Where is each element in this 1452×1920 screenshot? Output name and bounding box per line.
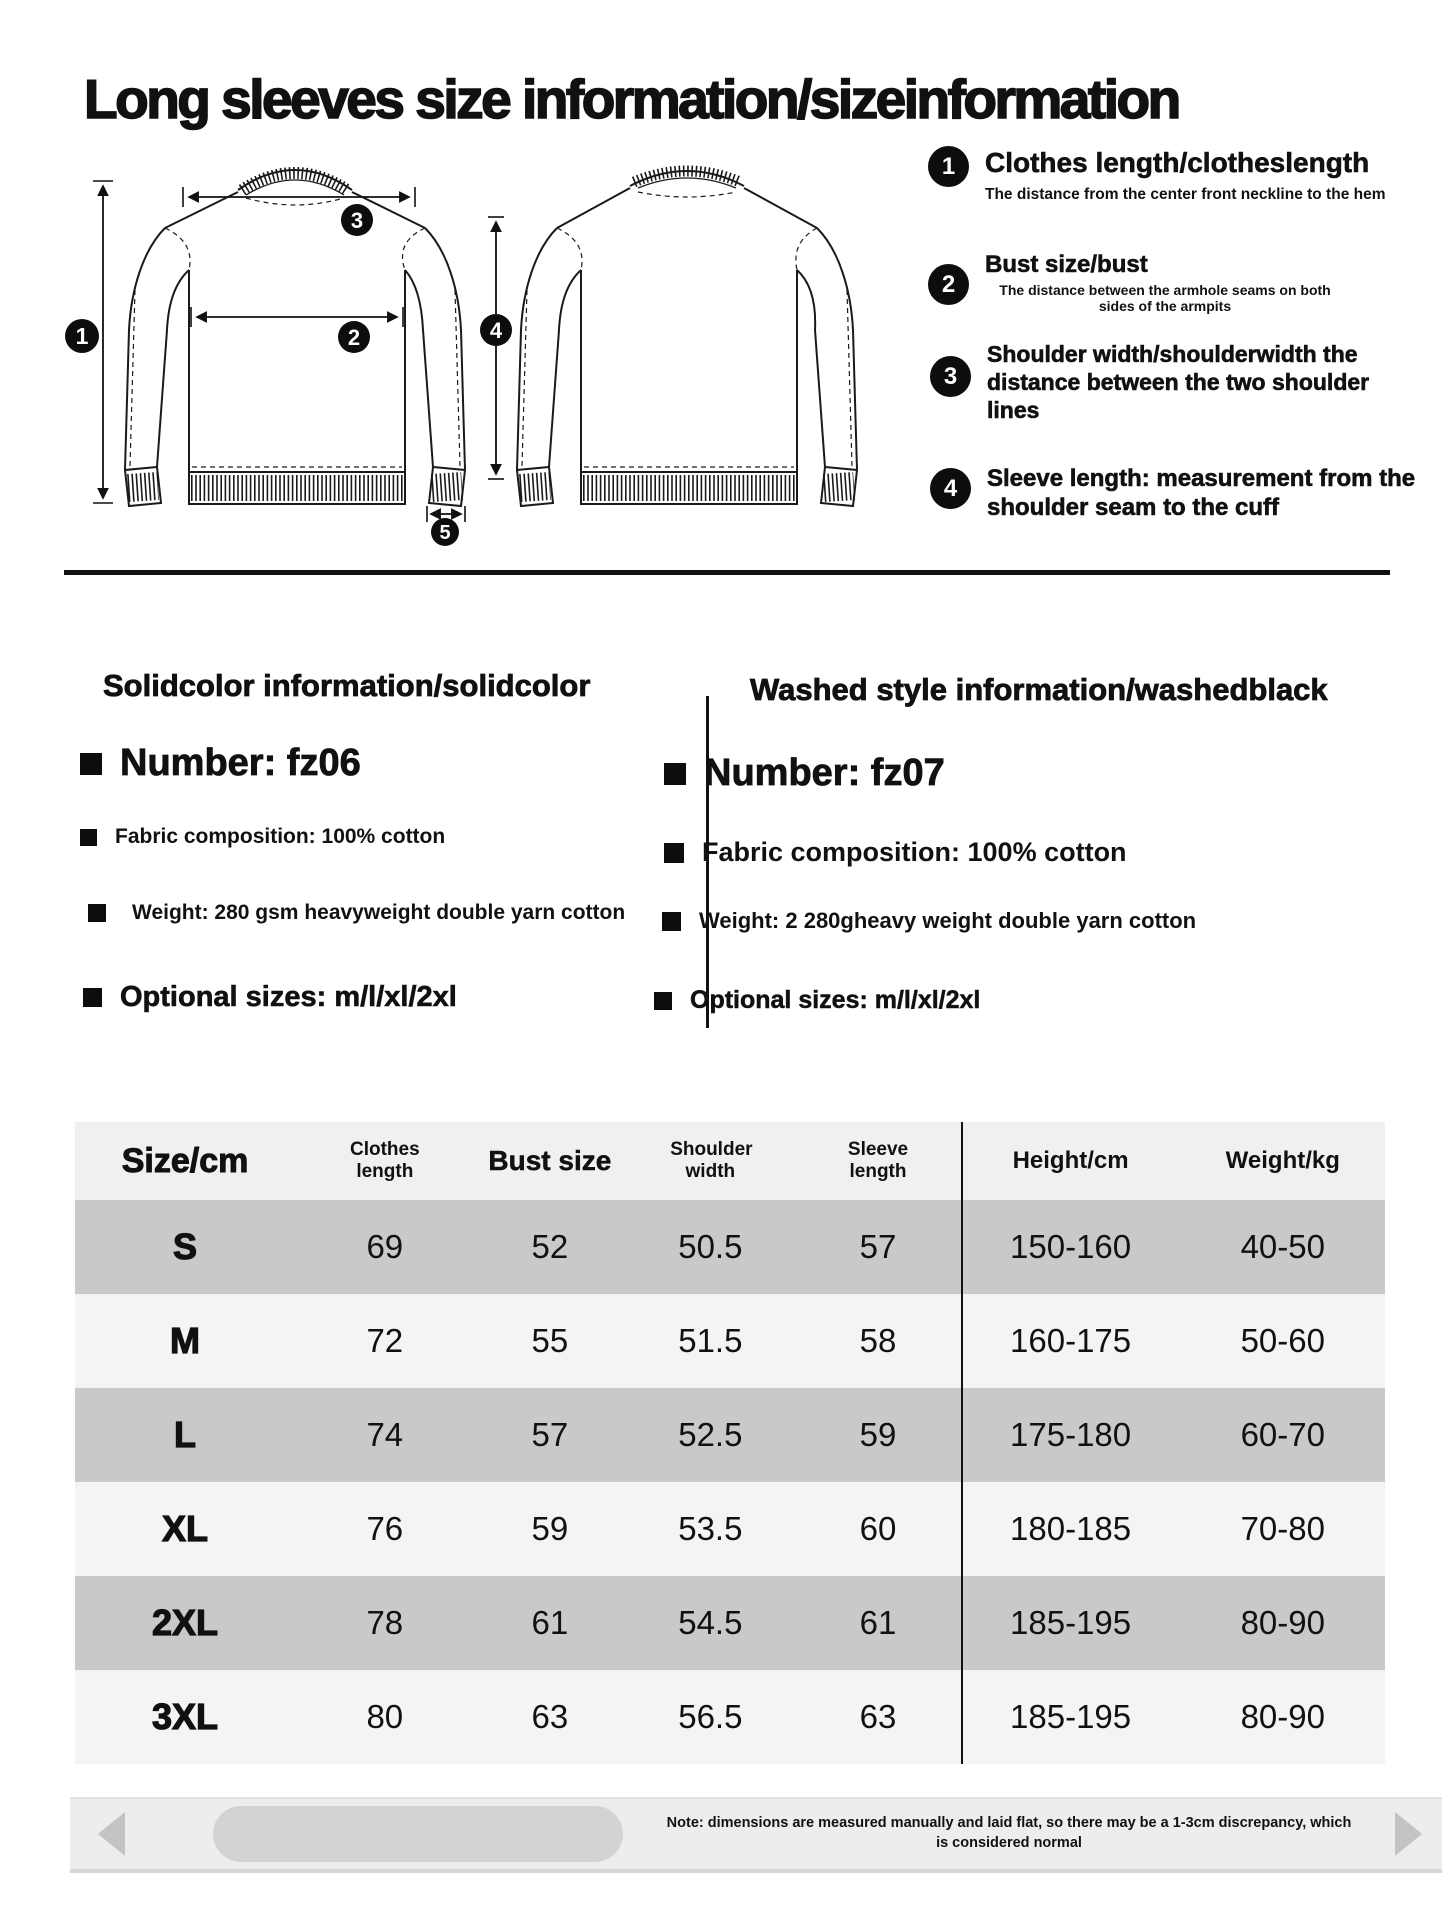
size-label: 2XL bbox=[152, 1602, 219, 1643]
bullet-square-icon bbox=[83, 988, 102, 1007]
diagram-badge-4 bbox=[480, 314, 512, 346]
diagram-badge-2 bbox=[338, 321, 370, 353]
legend-badge-3-icon: 3 bbox=[930, 356, 971, 397]
table-cell: 50-60 bbox=[1240, 1322, 1325, 1359]
table-cell: 185-195 bbox=[1010, 1698, 1132, 1735]
table-header-cell: Size/cm bbox=[121, 1141, 249, 1180]
legend-title: Sleeve length: measurement from the shoulder seam to the cuff bbox=[987, 465, 1416, 522]
next-arrow-icon[interactable] bbox=[1395, 1812, 1422, 1856]
table-cell: 70-80 bbox=[1240, 1510, 1325, 1547]
table-cell: 61 bbox=[531, 1604, 569, 1641]
table-cell: 52.5 bbox=[678, 1416, 743, 1453]
table-cell: 52 bbox=[531, 1228, 569, 1265]
bullet-square-icon bbox=[654, 992, 672, 1010]
footer-bar bbox=[70, 1797, 1442, 1873]
table-header-row bbox=[75, 1122, 1385, 1200]
table-header-cell: Height/cm bbox=[1012, 1147, 1129, 1174]
scrollbar-thumb[interactable] bbox=[213, 1806, 623, 1862]
table-cell: 175-180 bbox=[1010, 1416, 1132, 1453]
size-label: L bbox=[174, 1414, 197, 1455]
table-cell: 78 bbox=[366, 1604, 404, 1641]
table-header-cell: Weight/kg bbox=[1225, 1147, 1340, 1174]
bullet-square-icon bbox=[664, 763, 686, 785]
table-cell: 53.5 bbox=[678, 1510, 743, 1547]
product-item-text: Optional sizes: m/l/xl/2xl bbox=[120, 981, 457, 1013]
bullet-square-icon bbox=[80, 829, 97, 846]
legend-item-sleeve-length bbox=[930, 464, 1427, 523]
size-label: M bbox=[170, 1320, 201, 1361]
size-label: 3XL bbox=[152, 1696, 219, 1737]
table-cell: 80-90 bbox=[1240, 1604, 1325, 1641]
shoulder-width-arrow bbox=[183, 187, 415, 207]
table-row-S bbox=[75, 1200, 1385, 1294]
table-cell: 160-175 bbox=[1010, 1322, 1132, 1359]
legend-desc: The distance from the center front neckline to the hem bbox=[985, 186, 1386, 204]
table-cell: 80 bbox=[366, 1698, 404, 1735]
page-title: Long sleeves size information/sizeinformation bbox=[84, 67, 1179, 130]
table-cell: 51.5 bbox=[678, 1322, 743, 1359]
table-cell: 80-90 bbox=[1240, 1698, 1325, 1735]
product-item-text: Weight: 2 280gheavy weight double yarn cotton bbox=[699, 908, 1197, 933]
bullet-square-icon bbox=[88, 904, 106, 922]
table-cell: 185-195 bbox=[1010, 1604, 1132, 1641]
legend-badge-1-icon: 1 bbox=[928, 146, 969, 187]
table-column-divider bbox=[961, 1122, 963, 1764]
product-item-fabric bbox=[80, 825, 635, 849]
table-cell: 69 bbox=[366, 1228, 404, 1265]
product-item-sizes bbox=[83, 981, 635, 1014]
legend-item-clothes-length bbox=[928, 146, 1386, 204]
table-cell: 50.5 bbox=[678, 1228, 743, 1265]
product-item-text: Weight: 280 gsm heavyweight double yarn cotton bbox=[132, 901, 626, 924]
legend-badge-4-icon: 4 bbox=[930, 468, 971, 509]
shirt-front-diagram bbox=[125, 170, 465, 506]
table-cell: 55 bbox=[531, 1322, 569, 1359]
product-item-text: Number: fz07 bbox=[704, 752, 945, 794]
footer-note: Note: dimensions are measured manually and laid flat, so there may be a 1-3cm discrepancy, which is considered normal bbox=[666, 1815, 1352, 1851]
table-cell: 180-185 bbox=[1010, 1510, 1132, 1547]
product-item-weight bbox=[88, 901, 635, 925]
size-table bbox=[75, 1122, 1385, 1764]
table-cell: 57 bbox=[531, 1416, 569, 1453]
table-header-cell: Clothes length bbox=[349, 1139, 420, 1182]
table-cell: 59 bbox=[531, 1510, 569, 1547]
legend-item-bust-size bbox=[928, 250, 1345, 314]
table-row-XL bbox=[75, 1482, 1385, 1576]
svg-text:3: 3 bbox=[350, 208, 364, 233]
table-cell: 63 bbox=[859, 1698, 897, 1735]
table-cell: 40-50 bbox=[1240, 1228, 1325, 1265]
shirt-back-diagram bbox=[517, 171, 857, 506]
diagram-badge-3 bbox=[341, 204, 373, 236]
table-header-cell: Shoulder width bbox=[670, 1139, 753, 1182]
product-item-weight bbox=[662, 908, 1452, 934]
svg-text:1: 1 bbox=[75, 323, 89, 349]
diagram-badge-1 bbox=[65, 319, 99, 353]
svg-text:5: 5 bbox=[439, 522, 451, 544]
table-cell: 61 bbox=[859, 1604, 897, 1641]
legend-desc: The distance between the armhole seams on both sides of the armpits bbox=[999, 282, 1331, 315]
bullet-square-icon bbox=[80, 753, 102, 775]
table-cell: 54.5 bbox=[678, 1604, 743, 1641]
table-cell: 76 bbox=[366, 1510, 404, 1547]
section-divider bbox=[64, 570, 1390, 575]
product-column-washed bbox=[630, 672, 1452, 1015]
table-cell: 150-160 bbox=[1010, 1228, 1132, 1265]
legend-title: Shoulder width/shoulderwidth the distance between the two shoulder lines bbox=[987, 341, 1370, 424]
legend-title: Clothes length/clotheslength bbox=[985, 147, 1370, 178]
legend-badge-2-icon: 2 bbox=[928, 264, 969, 305]
legend-item-shoulder-width bbox=[930, 340, 1392, 424]
table-cell: 72 bbox=[366, 1322, 404, 1359]
product-item-text: Fabric composition: 100% cotton bbox=[115, 825, 446, 848]
svg-text:2: 2 bbox=[347, 325, 361, 350]
legend-title: Bust size/bust bbox=[985, 251, 1148, 278]
table-cell: 56.5 bbox=[678, 1698, 743, 1735]
product-heading: Solidcolor information/solidcolor bbox=[103, 668, 591, 703]
prev-arrow-icon[interactable] bbox=[98, 1812, 125, 1856]
product-item-text: Fabric composition: 100% cotton bbox=[702, 837, 1127, 867]
bullet-square-icon bbox=[664, 843, 684, 863]
size-label: XL bbox=[162, 1508, 209, 1549]
size-label: S bbox=[173, 1226, 198, 1267]
table-header-cell: Bust size bbox=[488, 1145, 612, 1176]
table-cell: 63 bbox=[531, 1698, 569, 1735]
measurement-diagram bbox=[55, 140, 885, 560]
table-cell: 74 bbox=[366, 1416, 404, 1453]
table-cell: 60 bbox=[859, 1510, 897, 1547]
product-heading: Washed style information/washedblack bbox=[750, 672, 1328, 707]
bullet-square-icon bbox=[662, 912, 681, 931]
product-item-number bbox=[80, 742, 635, 785]
svg-text:4: 4 bbox=[489, 318, 503, 343]
diagram-badge-5 bbox=[431, 518, 459, 546]
sleeve-length-arrow bbox=[488, 217, 504, 479]
table-cell: 58 bbox=[859, 1322, 897, 1359]
table-row-M bbox=[75, 1294, 1385, 1388]
table-cell: 59 bbox=[859, 1416, 897, 1453]
product-item-sizes bbox=[654, 986, 1452, 1015]
product-item-fabric bbox=[664, 837, 1452, 868]
product-item-text: Optional sizes: m/l/xl/2xl bbox=[690, 986, 981, 1014]
table-cell: 57 bbox=[859, 1228, 897, 1265]
product-item-number bbox=[664, 752, 1452, 795]
table-row-L bbox=[75, 1388, 1385, 1482]
table-cell: 60-70 bbox=[1240, 1416, 1325, 1453]
table-header-cell: Sleeve length bbox=[847, 1139, 909, 1182]
bust-size-arrow bbox=[191, 307, 403, 327]
product-item-text: Number: fz06 bbox=[120, 742, 361, 784]
table-row-3XL bbox=[75, 1670, 1385, 1764]
product-column-solidcolor bbox=[75, 668, 635, 1014]
table-row-2XL bbox=[75, 1576, 1385, 1670]
